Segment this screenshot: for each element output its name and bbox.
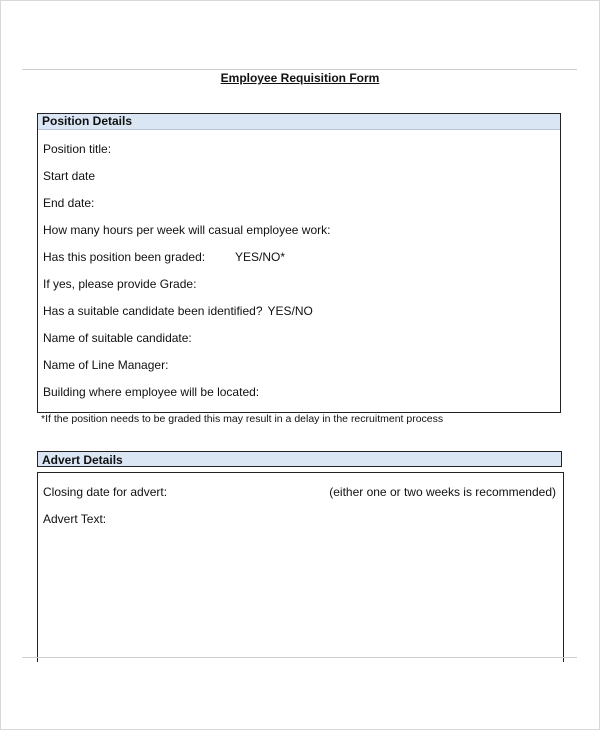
- hours-per-week-field[interactable]: [43, 223, 330, 237]
- building-location-field[interactable]: [43, 385, 259, 399]
- candidate-name-field[interactable]: [43, 331, 192, 345]
- form-title: Employee Requisition Form: [220, 71, 380, 85]
- position-details-section: [37, 113, 561, 413]
- grade-field[interactable]: [43, 277, 196, 291]
- position-title-field[interactable]: [43, 142, 111, 156]
- top-divider: [22, 69, 577, 70]
- line-manager-label: Name of Line Manager:: [43, 358, 169, 372]
- position-graded-label: Has this position been graded:: [43, 250, 206, 264]
- candidate-identified-label: Has a suitable candidate been identified?: [43, 304, 263, 318]
- end-date-field[interactable]: [43, 196, 94, 210]
- end-date-label: End date:: [43, 196, 95, 210]
- candidate-name-label: Name of suitable candidate:: [43, 331, 192, 345]
- position-graded-options[interactable]: YES/NO*: [235, 250, 286, 264]
- advert-text-field[interactable]: [43, 512, 106, 526]
- position-details-heading: Position Details: [38, 114, 560, 130]
- bottom-divider: [22, 657, 577, 658]
- advert-details-heading: Advert Details: [37, 451, 562, 467]
- grade-label: If yes, please provide Grade:: [43, 277, 197, 291]
- closing-date-note: (either one or two weeks is recommended): [329, 485, 556, 499]
- closing-date-label: Closing date for advert:: [43, 485, 168, 499]
- closing-date-field[interactable]: [43, 485, 167, 499]
- candidate-identified-field[interactable]: [43, 304, 313, 318]
- start-date-field[interactable]: [43, 169, 95, 183]
- grading-footnote: *If the position needs to be graded this may result in a delay in the recruitment process: [41, 413, 444, 425]
- line-manager-field[interactable]: [43, 358, 168, 372]
- hours-per-week-label: How many hours per week will casual employee work:: [43, 223, 331, 237]
- building-location-label: Building where employee will be located:: [43, 385, 260, 399]
- start-date-label: Start date: [43, 169, 96, 183]
- candidate-identified-options[interactable]: YES/NO: [267, 304, 313, 318]
- position-title-label: Position title:: [43, 142, 112, 156]
- position-graded-field[interactable]: [43, 250, 286, 264]
- advert-details-section: [37, 472, 564, 662]
- advert-text-label: Advert Text:: [43, 512, 107, 526]
